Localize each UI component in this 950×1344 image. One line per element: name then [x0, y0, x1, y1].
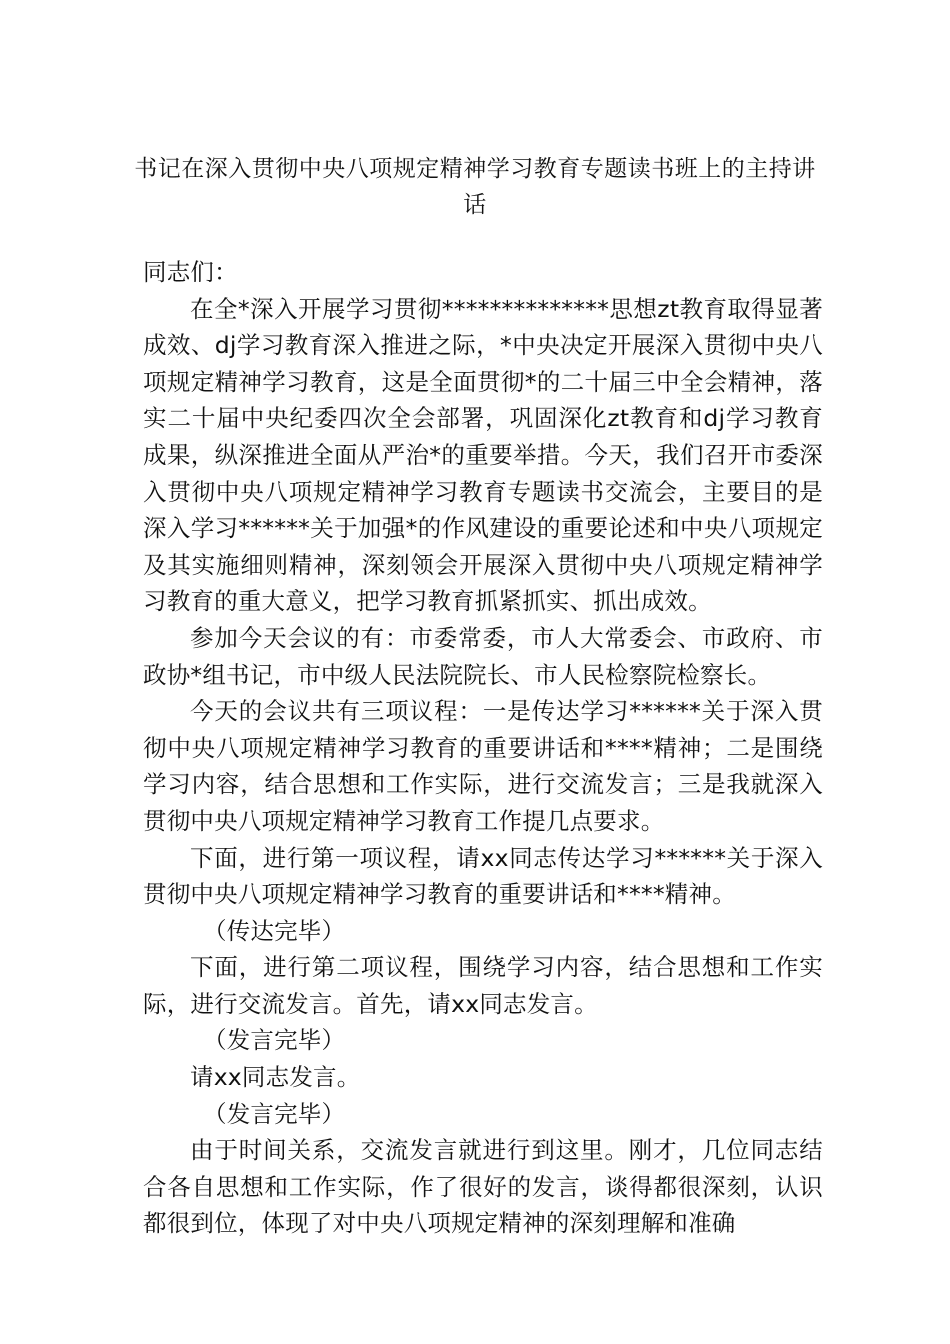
document-body — [143, 254, 823, 1242]
note-speech-complete: （发言完毕） — [203, 1026, 346, 1055]
paragraph-item-one: 下面，进行第一项议程，请xx同志传达学习******关于深入贯彻中央八项规定精神学习教育的重要讲话和****精神。 — [143, 843, 823, 909]
note-speech-complete: （发言完毕） — [203, 1099, 346, 1128]
paragraph-intro: 在全*深入开展学习贯彻**************思想zt教育取得显著成效、dj学习教育深入推进之际，*中央决定开展深入贯彻中央八项规定精神学习教育，这是全面贯彻*的二十届三中全会精神，落实二十届中央纪委四次全会部署，巩固深化zt教育和dj学习教育成果，纵深推进全面从严治*的重要举措。今天，我们召开市委深入贯彻中央八项规定精神学习教育专题读书交流会，主要目的是深入学习******关于加强*的作风建设的重要论述和中央八项规定及其实施细则精神，深刻领会开展深入贯彻中央八项规定精神学习教育的重大意义，把学习教育抓紧抓实、抓出成效。 — [143, 294, 823, 616]
document-title: 书记在深入贯彻中央八项规定精神学习教育专题读书班上的主持讲话 — [134, 156, 816, 218]
paragraph-attendees: 参加今天会议的有：市委常委，市人大常委会、市政府、市政协*组书记，市中级人民法院院长、市人民检察院检察长。 — [143, 623, 823, 689]
paragraph-next-speaker: 请xx同志发言。 — [190, 1063, 361, 1092]
salutation: 同志们： — [143, 258, 238, 286]
paragraph-item-two: 下面，进行第二项议程，围绕学习内容，结合思想和工作实际，进行交流发言。首先，请xx同志发言。 — [143, 953, 823, 1018]
paragraph-agenda: 今天的会议共有三项议程：一是传达学习******关于深入贯彻中央八项规定精神学习教育的重要讲话和****精神；二是围绕学习内容，结合思想和工作实际，进行交流发言；三是我就深入贯彻中央八项规定精神学习教育工作提几点要求。 — [143, 697, 823, 835]
note-relay-complete: （传达完毕） — [203, 916, 346, 945]
paragraph-summary: 由于时间关系，交流发言就进行到这里。刚才，几位同志结合各自思想和工作实际，作了很好的发言，谈得都很深刻，认识都很到位，体现了对中央八项规定精神的深刻理解和准确 — [143, 1136, 823, 1238]
